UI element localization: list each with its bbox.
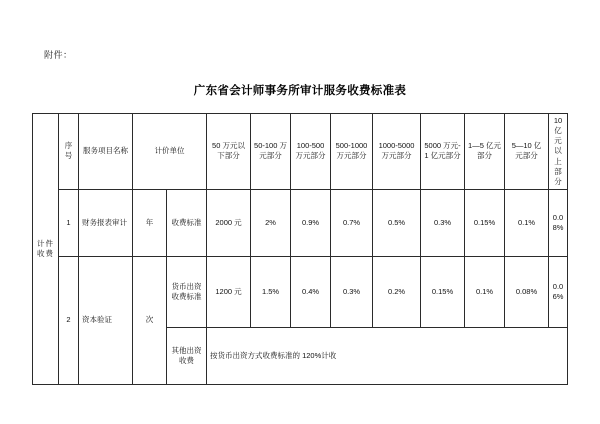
row2-seq: 2 <box>59 256 79 384</box>
header-tier9: 10 亿元以上部分 <box>549 114 568 190</box>
header-tier1: 50 万元以下部分 <box>207 114 251 190</box>
header-tier2: 50-100 万元部分 <box>251 114 291 190</box>
header-service-name: 服务项目名称 <box>79 114 133 190</box>
row2-tier7: 0.1% <box>465 256 505 327</box>
header-tier3: 100-500 万元部分 <box>291 114 331 190</box>
row1-tier3: 0.9% <box>291 189 331 256</box>
row2-tier6: 0.15% <box>421 256 465 327</box>
header-seq: 序号 <box>59 114 79 190</box>
other-sub-label: 其他出资收费 <box>167 327 207 384</box>
row1-tier9: 0.08% <box>549 189 568 256</box>
table-header-row <box>33 114 568 190</box>
fee-standard-table <box>32 113 568 385</box>
page-title: 广东省会计师事务所审计服务收费标准表 <box>193 85 407 97</box>
header-tier6: 5000 万元-1 亿元部分 <box>421 114 465 190</box>
row2-tier3: 0.4% <box>291 256 331 327</box>
row1-tier8: 0.1% <box>505 189 549 256</box>
row1-service-name: 财务报表审计 <box>79 189 133 256</box>
row1-tier6: 0.3% <box>421 189 465 256</box>
side-header-label: 计件收费 <box>37 238 54 258</box>
row1-tier2: 2% <box>251 189 291 256</box>
row1-tier4: 0.7% <box>331 189 373 256</box>
attachment-label: 附件： <box>44 50 73 60</box>
row2-tier2: 1.5% <box>251 256 291 327</box>
row1-sub-label: 收费标准 <box>167 189 207 256</box>
row2-tier5: 0.2% <box>373 256 421 327</box>
row1-seq: 1 <box>59 189 79 256</box>
row2-tier9: 0.06% <box>549 256 568 327</box>
table-row <box>33 256 568 327</box>
row2-tier4: 0.3% <box>331 256 373 327</box>
row1-tier5: 0.5% <box>373 189 421 256</box>
side-header-cell <box>33 114 59 385</box>
row2-tier1: 1200 元 <box>207 256 251 327</box>
header-unit: 计价单位 <box>133 114 207 190</box>
row2-service-name: 资本验证 <box>79 256 133 384</box>
header-tier4: 500-1000 万元部分 <box>331 114 373 190</box>
header-tier7: 1—5 亿元部分 <box>465 114 505 190</box>
header-tier5: 1000-5000 万元部分 <box>373 114 421 190</box>
row2-unit: 次 <box>133 256 167 384</box>
row2-tier8: 0.08% <box>505 256 549 327</box>
other-note: 按货币出资方式收费标准的 120%计收 <box>207 327 568 384</box>
row1-tier7: 0.15% <box>465 189 505 256</box>
header-tier8: 5—10 亿元部分 <box>505 114 549 190</box>
fee-table-container <box>32 113 568 385</box>
table-row <box>33 189 568 256</box>
row1-unit: 年 <box>133 189 167 256</box>
row2-sub-label: 货币出资收费标准 <box>167 256 207 327</box>
row1-tier1: 2000 元 <box>207 189 251 256</box>
